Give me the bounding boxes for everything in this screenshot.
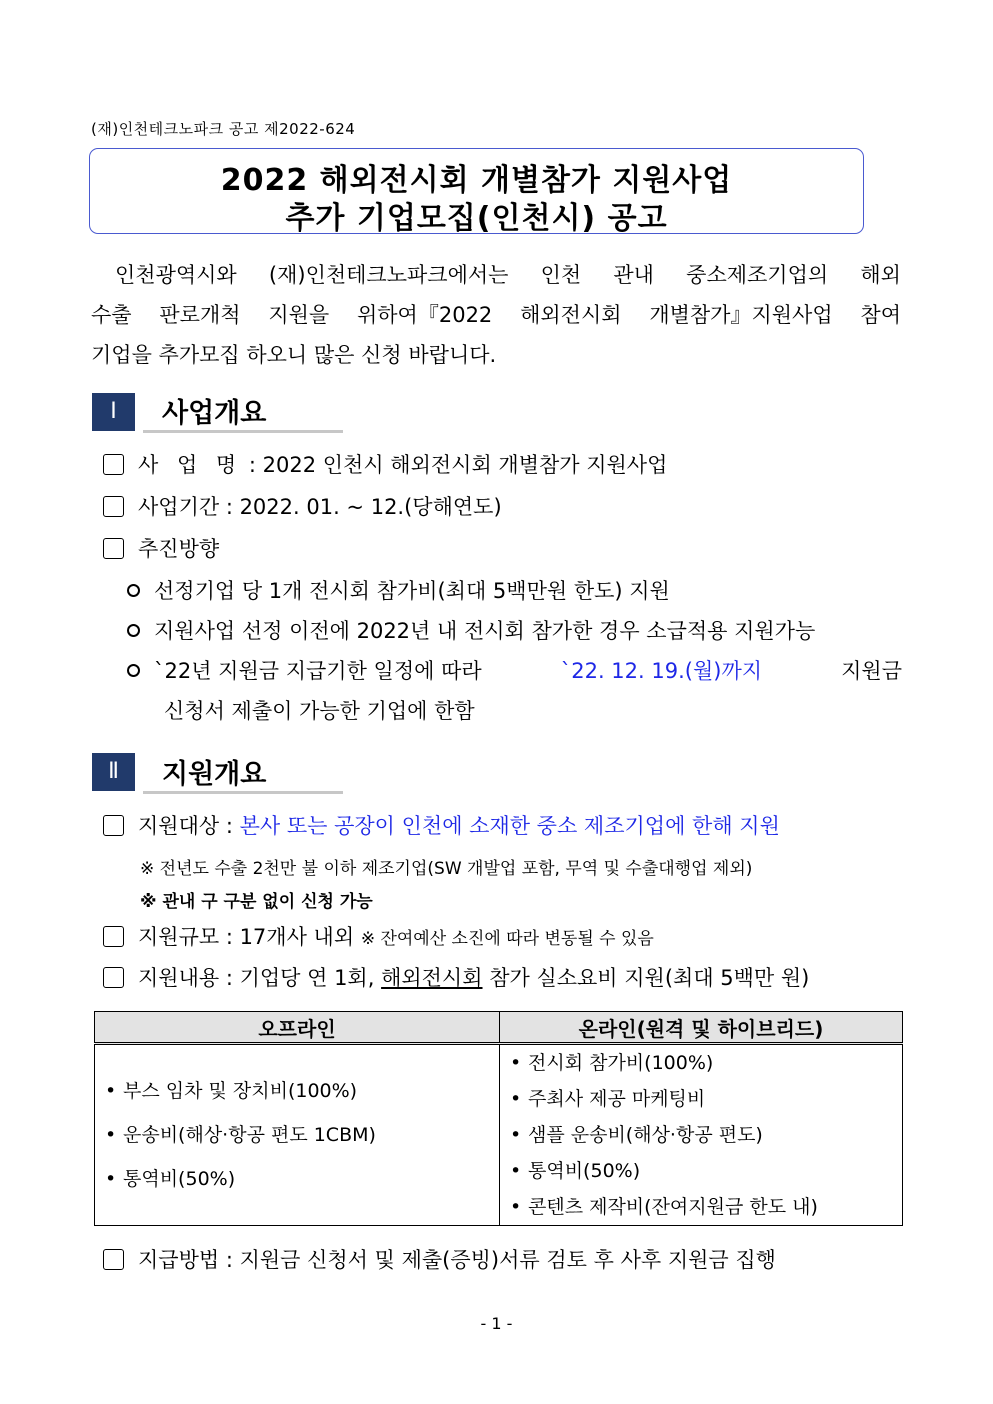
list-item: • 운송비(해상·항공 편도 1CBM) bbox=[105, 1113, 499, 1157]
direction-bullet-2: 지원사업 선정 이전에 2022년 내 전시회 참가한 경우 소급적용 지원가능 bbox=[127, 615, 815, 645]
list-item: • 통역비(50%) bbox=[510, 1153, 902, 1189]
content-row: 지원내용 : 기업당 연 1회, 해외전시회 참가 실소요비 지원(최대 5백만 원) bbox=[103, 962, 809, 992]
direction-row: 추진방향 bbox=[103, 533, 219, 563]
intro-line-2: 수출 판로개척 지원을 위하여『2022 해외전시회 개별참가』지원사업 참여 bbox=[91, 303, 901, 327]
section-1-underline bbox=[143, 430, 343, 433]
checkbox-icon bbox=[103, 1249, 124, 1270]
section-1-title: 사업개요 bbox=[162, 398, 267, 429]
deadline-highlight: `22. 12. 19.(월)까지 bbox=[560, 659, 763, 683]
list-item: • 부스 임차 및 장치비(100%) bbox=[105, 1069, 499, 1113]
checkbox-icon bbox=[103, 967, 124, 988]
business-name-row: 사 업 명 : 2022 인천시 해외전시회 개별참가 지원사업 bbox=[103, 449, 667, 479]
page-number: - 1 - bbox=[480, 1314, 513, 1333]
direction-bullet-3-cont: 신청서 제출이 가능한 기업에 한함 bbox=[164, 699, 475, 723]
checkbox-icon bbox=[103, 815, 124, 836]
cost-table bbox=[94, 1011, 903, 1226]
table-header-online: 온라인(원격 및 하이브리드) bbox=[500, 1012, 903, 1044]
list-item: • 콘텐츠 제작비(잔여지원금 한도 내) bbox=[510, 1189, 902, 1225]
target-row: 지원대상 : 본사 또는 공장이 인천에 소재한 중소 제조기업에 한해 지원 bbox=[103, 810, 901, 840]
checkbox-icon bbox=[103, 538, 124, 559]
circle-bullet-icon bbox=[127, 584, 140, 597]
intro-line-1: 인천광역시와 (재)인천테크노파크에서는 인천 관내 중소제조기업의 해외 bbox=[115, 263, 901, 287]
title-line-2: 추가 기업모집(인천시) 공고 bbox=[285, 201, 668, 236]
title-line-1: 2022 해외전시회 개별참가 지원사업 bbox=[220, 163, 733, 198]
target-note-2: ※ 관내 구 구분 없이 신청 가능 bbox=[140, 892, 373, 912]
circle-bullet-icon bbox=[127, 664, 140, 677]
section-2-title: 지원개요 bbox=[162, 759, 267, 790]
circle-bullet-icon bbox=[127, 624, 140, 637]
list-item: • 샘플 운송비(해상·항공 편도) bbox=[510, 1117, 902, 1153]
checkbox-icon bbox=[103, 496, 124, 517]
intro-line-3: 기업을 추가모집 하오니 많은 신청 바랍니다. bbox=[91, 343, 497, 367]
list-item: • 전시회 참가비(100%) bbox=[510, 1045, 902, 1081]
title-box bbox=[89, 148, 864, 234]
direction-bullet-1: 선정기업 당 1개 전시회 참가비(최대 5백만원 한도) 지원 bbox=[127, 575, 670, 605]
table-header-offline: 오프라인 bbox=[95, 1012, 500, 1044]
section-1-number: Ⅰ bbox=[92, 393, 135, 431]
target-note-1: ※ 전년도 수출 2천만 불 이하 제조기업(SW 개발업 포함, 무역 및 수출대행업 제외) bbox=[140, 859, 753, 879]
list-item: • 주최사 제공 마케팅비 bbox=[510, 1081, 902, 1117]
list-item: • 통역비(50%) bbox=[105, 1157, 499, 1201]
checkbox-icon bbox=[103, 926, 124, 947]
section-2-number: Ⅱ bbox=[92, 753, 135, 791]
online-cell bbox=[500, 1044, 903, 1226]
checkbox-icon bbox=[103, 454, 124, 475]
offline-cell bbox=[95, 1044, 500, 1226]
notice-number: (재)인천테크노파크 공고 제2022-624 bbox=[91, 120, 356, 138]
payment-row: 지급방법 : 지원금 신청서 및 제출(증빙)서류 검토 후 사후 지원금 집행 bbox=[103, 1244, 776, 1274]
direction-bullet-3: `22년 지원금 지급기한 일정에 따라 `22. 12. 19.(월)까지 지원금 bbox=[127, 655, 902, 685]
scale-row: 지원규모 : 17개사 내외 ※ 잔여예산 소진에 따라 변동될 수 있음 bbox=[103, 921, 654, 951]
section-2-underline bbox=[143, 791, 343, 794]
business-period-row: 사업기간 : 2022. 01. ~ 12.(당해연도) bbox=[103, 491, 502, 521]
